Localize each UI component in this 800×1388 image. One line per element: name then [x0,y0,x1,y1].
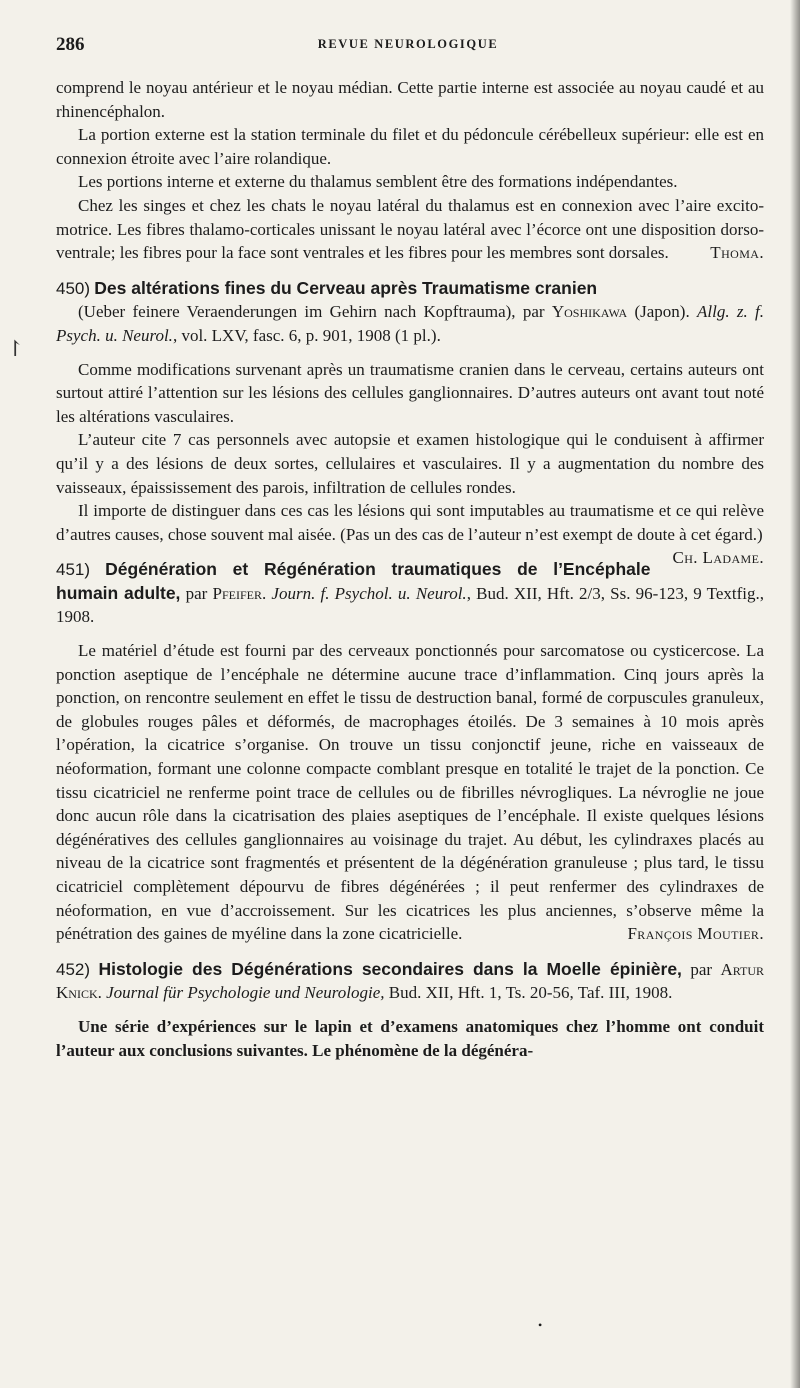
article-450-heading [56,277,764,301]
page-body [56,76,764,1062]
article-450-paragraph-2: L’auteur cite 7 cas personnels avec autopsie et examen histologique qui le conduisent à affirmer qu’il y a des lésions de deux sortes, cellulaires et vasculaires. Il y a augmentation du nombre des vaisseaux, épaississement des parois, infiltration de cellules rondes. [56,430,764,497]
signature-ladame: Ch. Ladame. [672,548,764,568]
article-452-heading [56,958,764,1005]
article-452-ref-part2: Bud. XII, Hft. 1, Ts. 20-56, Taf. III, 1908. [384,983,673,1003]
article-452-ref-part1: par [681,959,713,979]
margin-annotation: ↾ [6,336,25,361]
article-452-journal: Journal für Psychologie und Neurologie, [106,983,385,1003]
article-451-ref-part1: par [180,583,208,603]
article-450-number: 450) [56,278,91,298]
article-450-paragraph-1: Comme modifications survenant après un traumatisme cranien dans le cerveau, certains auteurs ont surtout attiré l’attention sur les lésions des cellules ganglionnaires. D’autres auteurs ont avant tout noté les altérations vasculaires. [56,359,764,426]
article-450-ref-part2: (Japon). [634,302,690,322]
page-header [56,34,760,58]
article-450-author: Yoshikawa [551,302,628,322]
article-451-number: 451) [56,560,91,580]
article-450-journal: Allg. z. f. Psych. u. Neurol. [56,302,765,345]
running-title: REVUE NEUROLOGIQUE [317,37,499,51]
intro-paragraph-4-text: Chez les singes et chez les chats le noyau latéral du thalamus est en connexion avec l’aire excito-motrice. Les fibres thalamo-corticales unissant le noyau latéral avec l’écorce ont une disposition dorso-ventrale; les fibres pour la face sont ventrales et les fibres pour les membres sont dorsales. [56,195,764,263]
article-451-journal: Journ. f. Psychol. u. Neurol. [271,583,467,603]
article-450-ref-part1: (Ueber feinere Veraenderungen im Gehirn nach Kopftrauma), par [78,302,545,322]
article-452-paragraph-1: Une série d’expériences sur le lapin et d’examens anatomiques chez l’homme ont conduit l’auteur aux conclusions suivantes. Le phénomène de la dégénéra- [56,1016,764,1060]
article-451-paragraph-1 [56,639,764,946]
article-450-reference [56,300,764,347]
article-450-title: Des altérations fines du Cerveau après Traumatisme cranien [94,277,598,298]
intro-paragraph-1: comprend le noyau antérieur et le noyau médian. Cette partie interne est associée au noyau caudé et au rhinencéphalon. [56,78,764,121]
page-edge-shadow [790,0,800,1388]
article-450-ref-part3: , vol. LXV, fasc. 6, p. 901, 1908 (1 pl.). [172,325,441,345]
intro-paragraph-4 [56,194,764,265]
article-452-number: 452) [56,959,91,979]
footer-mark: • [538,1318,543,1332]
article-451-ref-part2: , Bud. XII, Hft. 2/3, Ss. 96-123, 9 Textfig., 1908. [56,583,764,627]
article-450-paragraph-3 [56,499,764,568]
article-452-author: Artur Knick. [56,959,765,1003]
signature-thoma: Thoma. [710,243,764,263]
article-451-title: Dégénération et Régénération traumatiques de l’Encéphale humain adulte, [56,559,651,603]
article-451-paragraph-1-text: Le matériel d’étude est fourni par des cerveaux ponctionnés pour sarcomatose ou cysticercose. La ponction aseptique de l’encéphale ne détermine aucune trace d’inflammation. Cinq jours après la ponction, on rencontre seulement en effet le tissu de destruction banal, formé de corpuscules granuleux, de globules rouges pâles et déformés, de macrophages étoilés. De 3 semaines à 10 mois après l’opération, la cicatrice s’organise. On trouve un tissu conjonctif jeune, riche en vaisseaux de néoformation, formant une colonne compacte comblant presque en totalité le trajet de la ponction. Ce tissu cicatriciel ne renferme point trace de cellules ou de fibrilles névrogliques. La névroglie ne joue donc aucun rôle dans la cicatrisation des plaies aseptiques de l’encéphale. Il existe quelques lésions dégénératives des cellules ganglionnaires au voisinage du trajet. Au début, les cylindraxes placés au niveau de la cicatrice sont fragmentés et présentent de la dégénération granuleuse ; plus tard, le tissu cicatriciel complètement dépourvu de fibres dégénérées ; il peut renfermer des cylindraxes de néoformation, en vue d’accroissement. Sur les cicatrices les plus anciennes, s’observe même la pénétration des gaines de myéline dans la zone cicatricielle. [56,641,764,944]
article-452-title: Histologie des Dégénérations secondaires dans la Moelle épinière, [98,958,682,979]
intro-paragraph-3: Les portions interne et externe du thalamus semblent être des formations indépendantes. [78,172,678,192]
article-450-paragraph-3-text: Il importe de distinguer dans ces cas les lésions qui sont imputables au traumatisme et ce qui relève d’autres causes, chose souvent mal aisée. (Pas un des cas de l’auteur n’est exempt de doute à cet égard.) [56,501,764,544]
page-number: 286 [56,34,85,55]
intro-paragraph-2: La portion externe est la station terminale du filet et du pédoncule cérébelleux supérieur: elle est en connexion étroite avec l’aire rolandique. [56,125,764,168]
signature-moutier: François Moutier. [627,924,764,944]
article-451-author: Pfeifer. [212,583,267,603]
